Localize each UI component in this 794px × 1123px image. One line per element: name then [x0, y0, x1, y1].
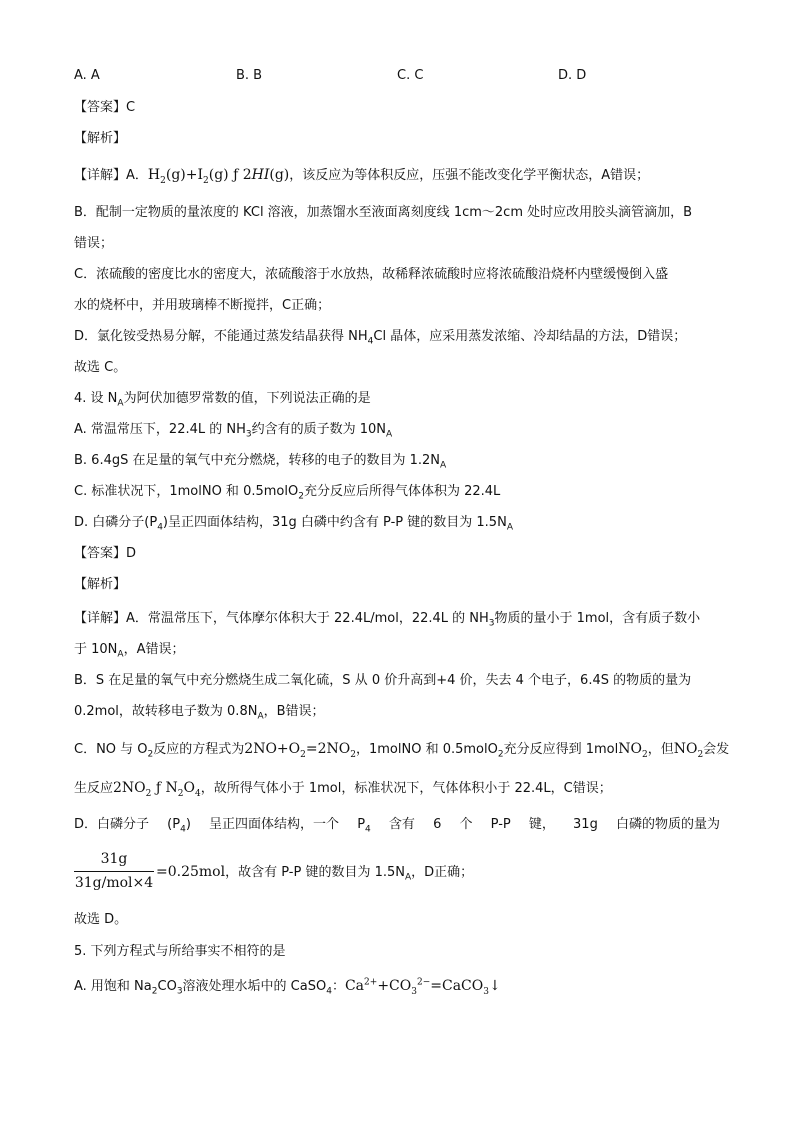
q4-detail-b-line1: B．S 在足量的氧气中充分燃烧生成二氧化硫，S 从 0 价升高到+4 价，失去 4 个电子，6.4S 的物质的量为 [74, 673, 692, 688]
q4-detail-a-line1: 【详解】A．常温常压下，气体摩尔体积大于 22.4L/mol，22.4L 的 $NH_3$物质的量小于 1mol，含有质子数小 [74, 611, 701, 629]
q4-stem: 4. 设 $N_A$为阿伏加德罗常数的值，下列说法正确的是 [74, 391, 371, 409]
q3-detail-a: 【详解】A．$H_2(g)+I_2(g)$ ƒ 2HI(g)，该反应为等体积反应，压强不能改变化学平衡状态，A错误； [74, 167, 650, 186]
q3-detail-b-line2: 错误； [74, 236, 114, 251]
q4-detail-d-line2: =0.25mol，故含有 P-P 键的数目为 $1.5N_A$，D正确； [156, 864, 474, 883]
q4-detail-c-line2: 生反应$2NO_2$ ƒ $N_2O_4$，故所得气体小于 1mol，标准状况下，气体体积小于 22.4L，C错误； [74, 780, 612, 799]
q3-option-c: C. C [397, 68, 424, 83]
q4-option-c: C. 标准状况下，1molNO 和 0.5molO$_2$充分反应后所得气体体积为 22.4L [74, 484, 501, 502]
fraction-numerator: 31g [100, 851, 128, 867]
q5-stem: 5. 下列方程式与所给事实不相符的是 [74, 944, 286, 959]
fraction-bar [74, 871, 154, 872]
q3-detail-c-line2: 水的烧杯中，并用玻璃棒不断搅拌，C正确； [74, 298, 331, 313]
q4-conclusion: 故选 D。 [74, 912, 128, 927]
q3-detail-d: D．氯化铵受热易分解，不能通过蒸发结晶获得 $NH_4Cl$ 晶体，应采用蒸发浓缩、冷却结晶的方法，D错误； [74, 329, 687, 347]
q4-detail-a-line2: 于 $10N_A$，A错误； [74, 642, 185, 660]
q4-detail-c-line1: C．NO 与 $O_2$反应的方程式为$2NO+O_2=2NO_2$，1molNO 和 0.5molO$_2$充分反应得到 1molNO$_2$，但$NO_2$会发 [74, 741, 730, 760]
q5-option-a: A. 用饱和 $Na_2CO_3$溶液处理水垢中的 CaSO$_4$：$Ca^{2+}+CO_3^{2-}=CaCO_3↓$ [74, 977, 501, 997]
q3-detail-c-line1: C．浓硫酸的密度比水的密度大，浓硫酸溶于水放热，故稀释浓硫酸时应将浓硫酸沿烧杯内壁缓慢倒入盛 [74, 267, 669, 282]
q4-analysis-heading: 【解析】 [74, 577, 127, 592]
q4-option-b: B. 6.4gS 在足量的氧气中充分燃烧，转移的电子的数目为 $1.2N_A$ [74, 453, 447, 471]
q4-answer: 【答案】D [74, 546, 137, 561]
q3-option-d: D. D [558, 68, 587, 83]
q4-option-d: D. 白磷分子$(P_4)$呈正四面体结构，31g 白磷中约含有 P-P 键的数目为 $1.5N_A$ [74, 515, 513, 533]
q3-option-b: B. B [236, 68, 263, 83]
q3-detail-b-line1: B．配制一定物质的量浓度的 KCl 溶液，加蒸馏水至液面离刻度线 1cm～2cm 处时应改用胶头滴管滴加，B [74, 205, 693, 220]
q4-detail-d-line1: D．白磷分子 $(P_4)$ 呈正四面体结构，一个 $P_4$ 含有 6 个 P-P 键， 31g 白磷的物质的量为 [74, 817, 720, 835]
q4-option-a: A. 常温常压下，22.4L 的 $NH_3$约含有的质子数为 $10N_A$ [74, 422, 393, 440]
q3-conclusion: 故选 C。 [74, 360, 127, 375]
q3-answer: 【答案】C [74, 100, 136, 115]
q4-detail-b-line2: 0.2mol，故转移电子数为 $0.8N_A$，B错误； [74, 704, 325, 722]
q3-analysis-heading: 【解析】 [74, 131, 127, 146]
q3-option-a: A. A [74, 68, 100, 83]
fraction-denominator: 31g/mol×4 [74, 875, 154, 891]
